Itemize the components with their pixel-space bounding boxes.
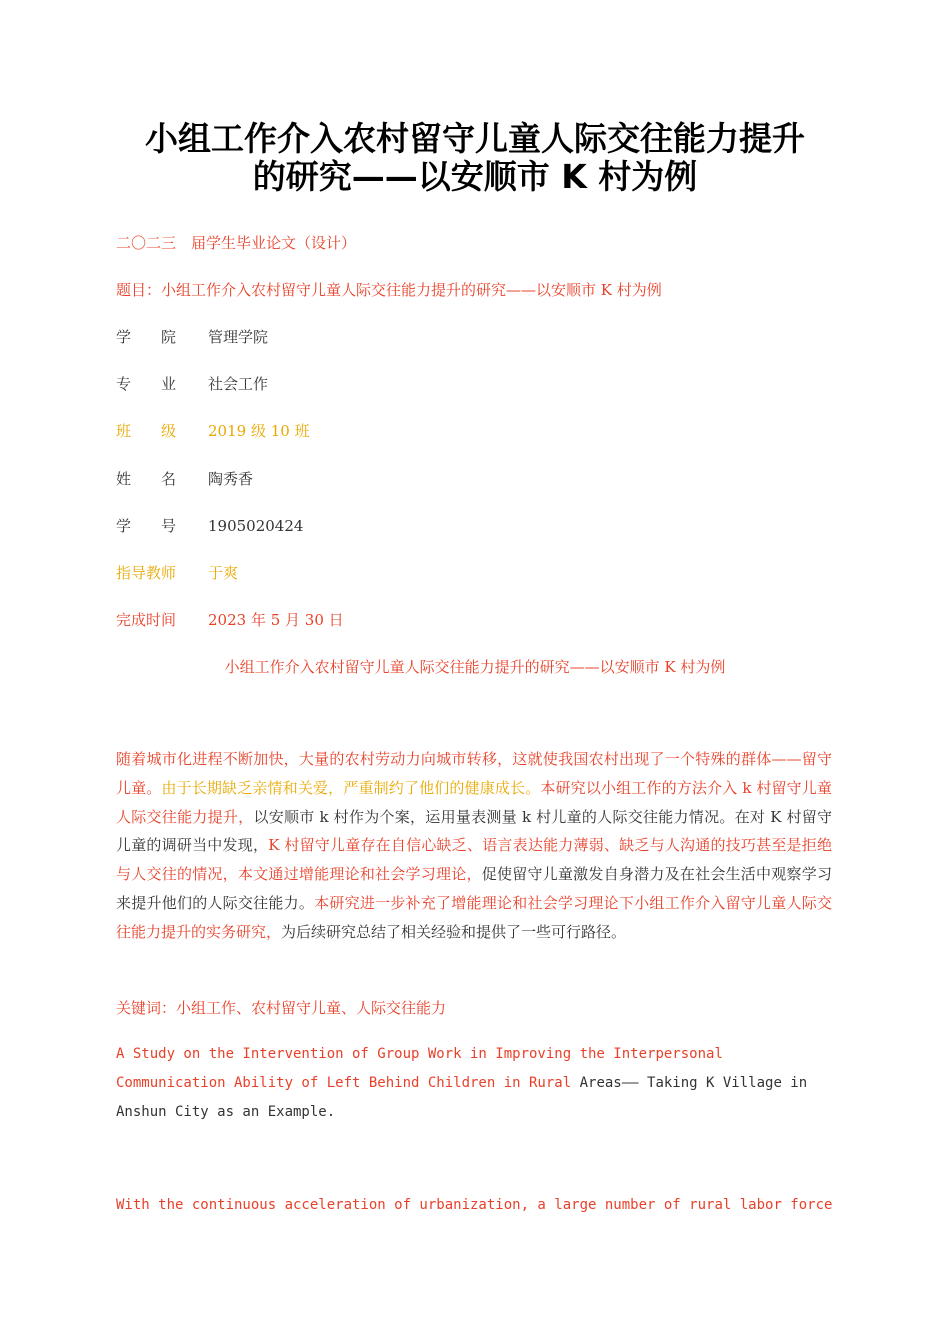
- field-value: 管理学院: [208, 328, 269, 346]
- field-value: 陶秀香: [208, 470, 254, 488]
- field-label: 专 业: [116, 375, 177, 393]
- cover-field-name: [116, 469, 253, 489]
- thesis-subtitle: 小组工作介入农村留守儿童人际交往能力提升的研究——以安顺市 K 村为例: [224, 658, 726, 676]
- keywords-line: 关键词：小组工作、农村留守儿童、人际交往能力: [116, 999, 447, 1017]
- document-title-line-2: 的研究——以安顺市 K 村为例: [252, 157, 698, 196]
- english-abstract-start: With the continuous acceleration of urbanization, a large number of rural labor force: [116, 1197, 833, 1213]
- english-title-part: A Study on the Intervention of Group Work in Improving the Interpersonal Communication Ability of Left Behind Children in Rural: [116, 1046, 723, 1091]
- field-label: 完成时间: [116, 611, 177, 629]
- field-value: 2019 级 10 班: [208, 422, 310, 440]
- cover-field-advisor: [116, 563, 238, 583]
- abstract-segment: 随着城市化进程不断加快，大量的农村劳动力向城市转移，这就使我国农村出现了一个特殊的群体——留守儿童。: [116, 750, 832, 797]
- field-value: 于爽: [208, 564, 239, 582]
- field-value: 1905020424: [208, 517, 304, 535]
- english-title: [116, 1040, 832, 1127]
- field-value: 社会工作: [208, 375, 269, 393]
- field-label: 指导教师: [116, 564, 177, 582]
- field-value: 2023 年 5 月 30 日: [208, 611, 344, 629]
- abstract-segment: 以安顺市 k 村作为个案，运用量表测量 k 村儿童的人际交往能力情况。在对 K 村留守儿童的调研当中发现，: [116, 807, 832, 855]
- field-label: 姓 名: [116, 470, 177, 488]
- cover-field-major: [116, 374, 268, 394]
- cover-field-completion-date: [116, 610, 344, 630]
- document-title-line-1: 小组工作介入农村留守儿童人际交往能力提升: [145, 119, 805, 158]
- abstract-segment: 本研究以小组工作的方法介入 k 村留守儿童人际交往能力提升，: [116, 778, 832, 826]
- graduation-line: 二〇二三 届学生毕业论文（设计）: [116, 234, 357, 252]
- abstract-segment: 促使留守儿童激发自身潜力及在社会生活中观察学习来提升他们的人际交往能力。: [116, 865, 832, 912]
- abstract-segment: 本研究进一步补充了增能理论和社会学习理论下小组工作介入留守儿童人际交往能力提升的实务研究，: [116, 893, 832, 941]
- field-label: 学 院: [116, 328, 177, 346]
- abstract-segment: K 村留守儿童存在自信心缺乏、语言表达能力薄弱、缺乏与人沟通的技巧甚至是拒绝与人交往的情况，本文通过增能理论和社会学习理论，: [116, 836, 832, 884]
- abstract-segment: 为后续研究总结了相关经验和提供了一些可行路径。: [281, 922, 627, 941]
- cover-field-student-id: [116, 516, 303, 536]
- english-title-part: Areas—— Taking K Village in Anshun City as an Example.: [116, 1075, 808, 1120]
- cover-field-class: [116, 421, 310, 441]
- cover-field-college: [116, 327, 268, 347]
- field-label: 班 级: [116, 422, 177, 440]
- chinese-abstract: [116, 745, 832, 947]
- field-label: 学 号: [116, 517, 177, 535]
- abstract-segment: 由于长期缺乏亲情和关爱，严重制约了他们的健康成长。: [161, 778, 541, 797]
- topic-line: 题目：小组工作介入农村留守儿童人际交往能力提升的研究——以安顺市 K 村为例: [116, 281, 662, 299]
